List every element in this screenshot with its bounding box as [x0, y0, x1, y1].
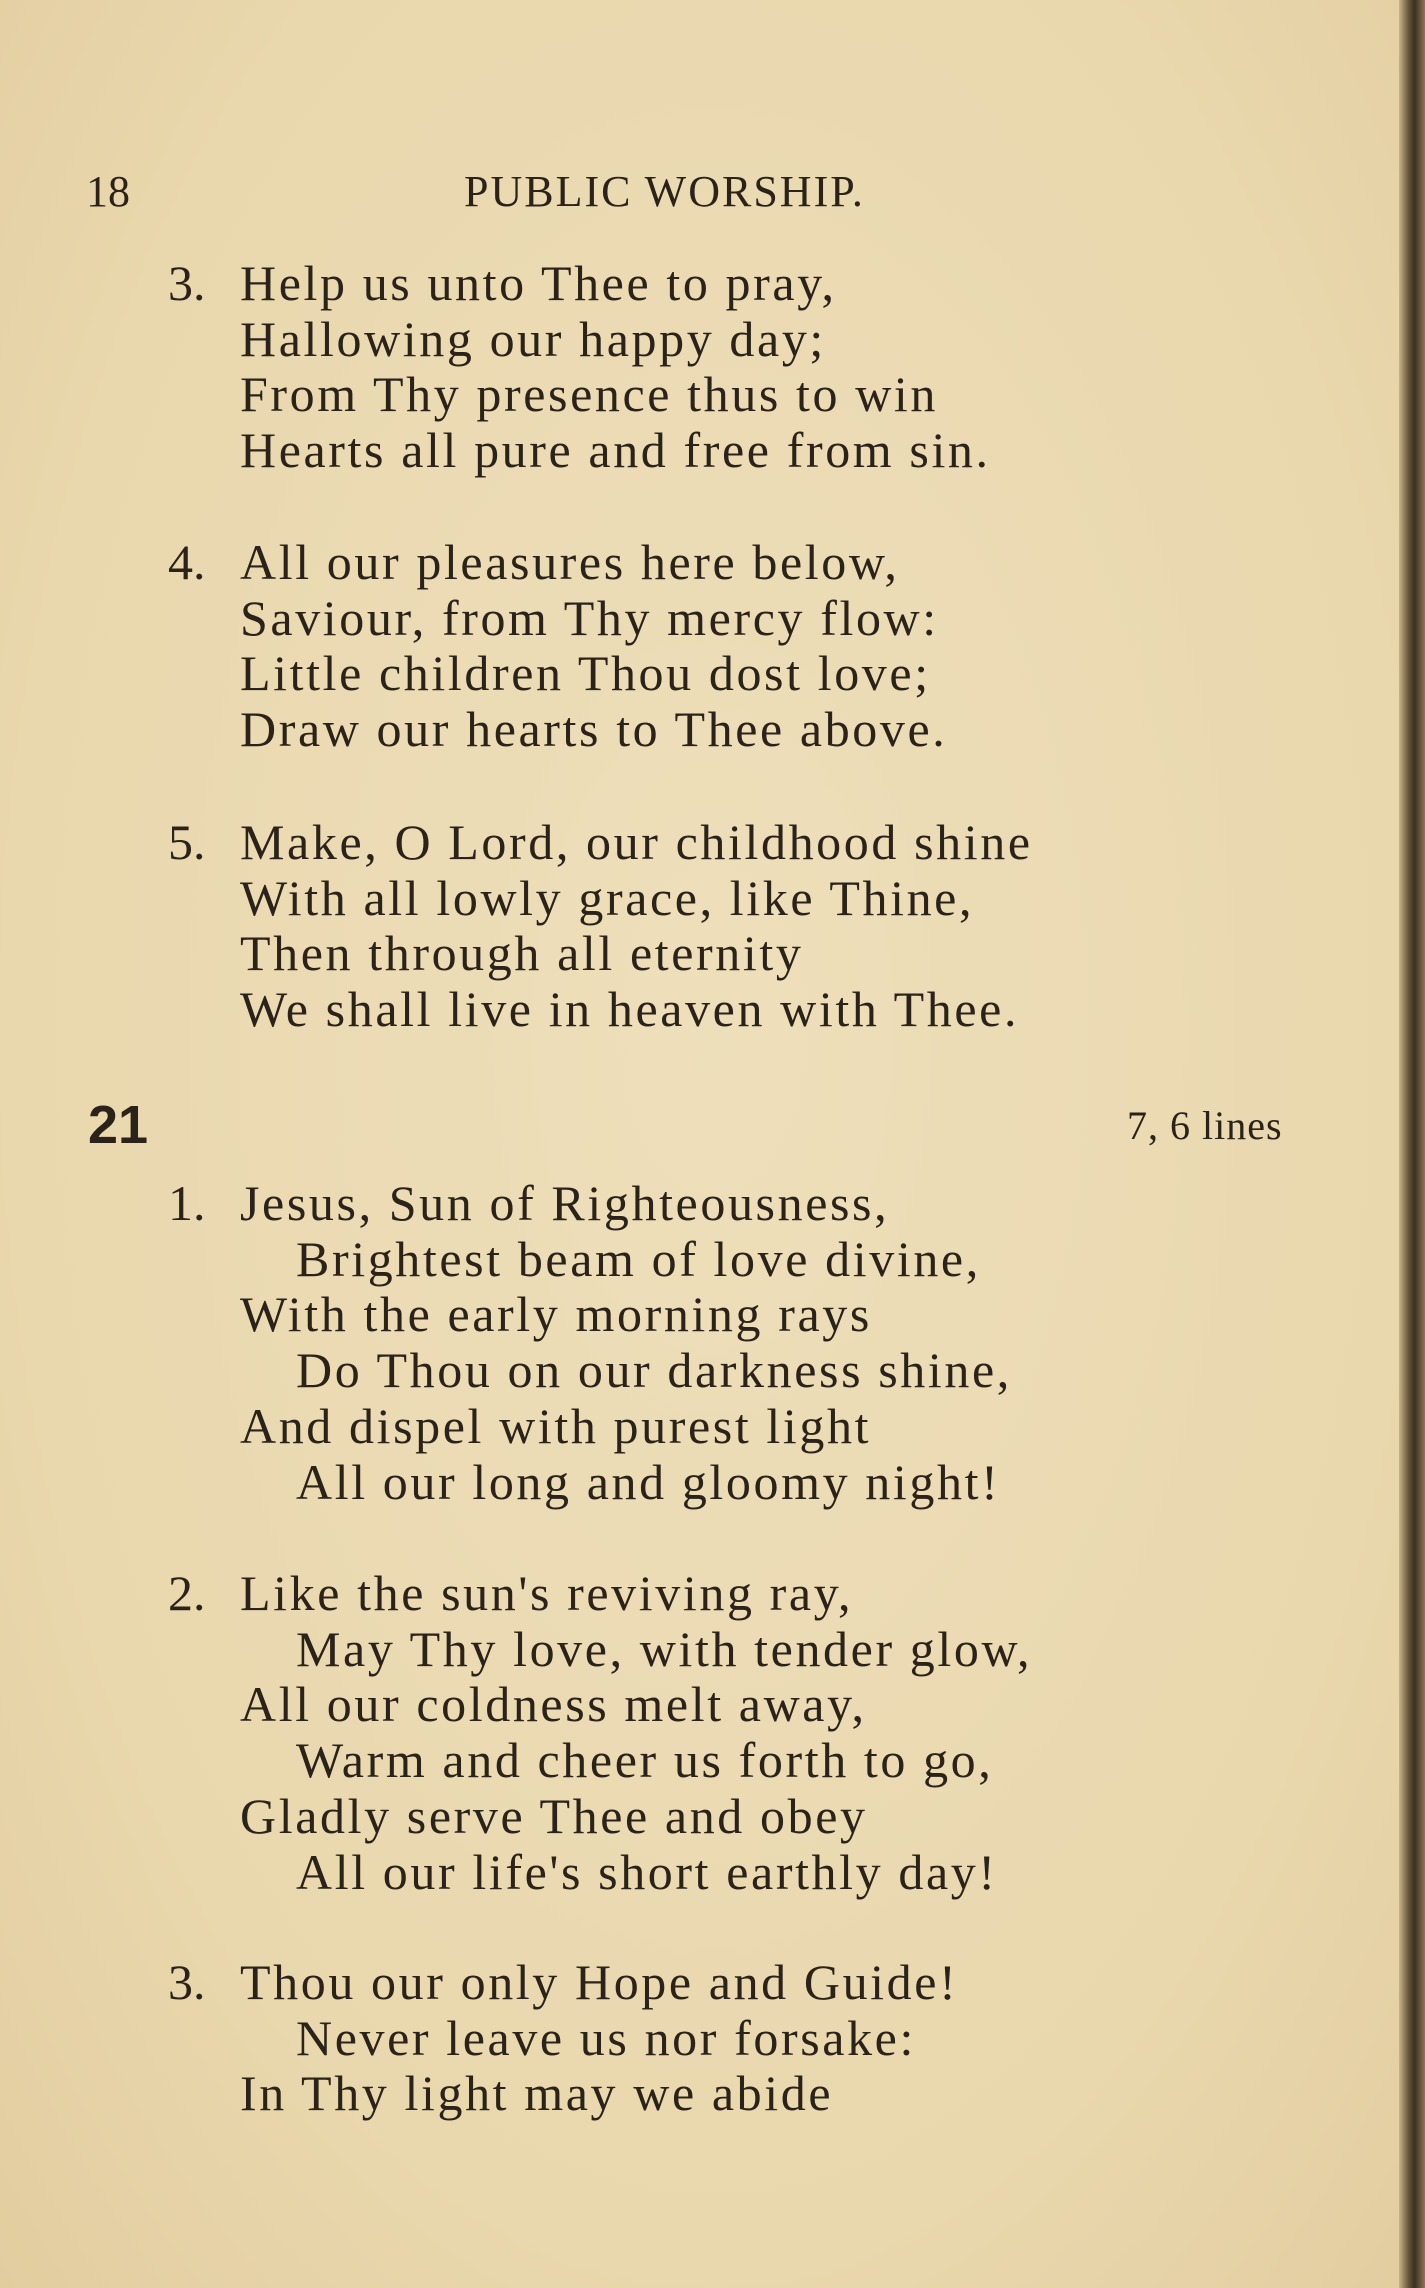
verse-line: Hearts all pure and free from sin. [240, 422, 991, 479]
verse-line: Never leave us nor forsake: [296, 2009, 916, 2066]
verse-line: Saviour, from Thy mercy flow: [240, 589, 939, 646]
verse-line: Draw our hearts to Thee above. [240, 701, 948, 758]
verse-line: Jesus, Sun of Righteousness, [240, 1175, 890, 1231]
verse-line: All our life's short earthly day! [296, 1843, 998, 1900]
verse-line: Then through all eternity [240, 925, 804, 982]
verse-line: Thou our only Hope and Guide! [240, 1954, 959, 2010]
verse-line: Gladly serve Thee and obey [240, 1787, 868, 1844]
verse-line: With all lowly grace, like Thine, [240, 869, 975, 926]
hymn-number: 21 [88, 1095, 149, 1155]
verse-number: 1. [168, 1175, 206, 1231]
verse-line: With the early morning rays [240, 1286, 872, 1343]
hymn-meter: 7, 6 lines [1127, 1103, 1283, 1148]
verse-line: And dispel with purest light [240, 1397, 872, 1454]
verse-number: 3. [168, 1954, 206, 2010]
verse-line: All our long and gloomy night! [296, 1453, 1001, 1510]
verse-line: In Thy light may we abide [240, 2065, 834, 2122]
verse-line: Help us unto Thee to pray, [240, 255, 837, 311]
verse-line: Little children Thou dost love; [240, 645, 931, 702]
verse-line: All our coldness melt away, [240, 1676, 867, 1733]
page-number: 18 [86, 167, 130, 216]
verse-line: We shall live in heaven with Thee. [240, 981, 1020, 1038]
verse-number: 3. [168, 255, 206, 311]
verse-line: Like the sun's reviving ray, [240, 1565, 854, 1621]
verse-number: 4. [168, 534, 206, 590]
verse-line: Make, O Lord, our childhood shine [240, 814, 1033, 870]
verse-line: From Thy presence thus to win [240, 366, 939, 423]
verse-number: 2. [168, 1565, 206, 1621]
verse-line: Warm and cheer us forth to go, [296, 1732, 994, 1789]
verse-line: All our pleasures here below, [240, 534, 900, 590]
verse-line: Hallowing our happy day; [240, 310, 826, 367]
verse-number: 5. [168, 814, 206, 870]
verse-line: Do Thou on our darkness shine, [296, 1342, 1012, 1399]
page-edge [1399, 0, 1425, 2288]
verse-line: Brightest beam of love divine, [296, 1230, 981, 1287]
verse-line: May Thy love, with tender glow, [296, 1620, 1033, 1677]
running-title: PUBLIC WORSHIP. [464, 167, 865, 216]
